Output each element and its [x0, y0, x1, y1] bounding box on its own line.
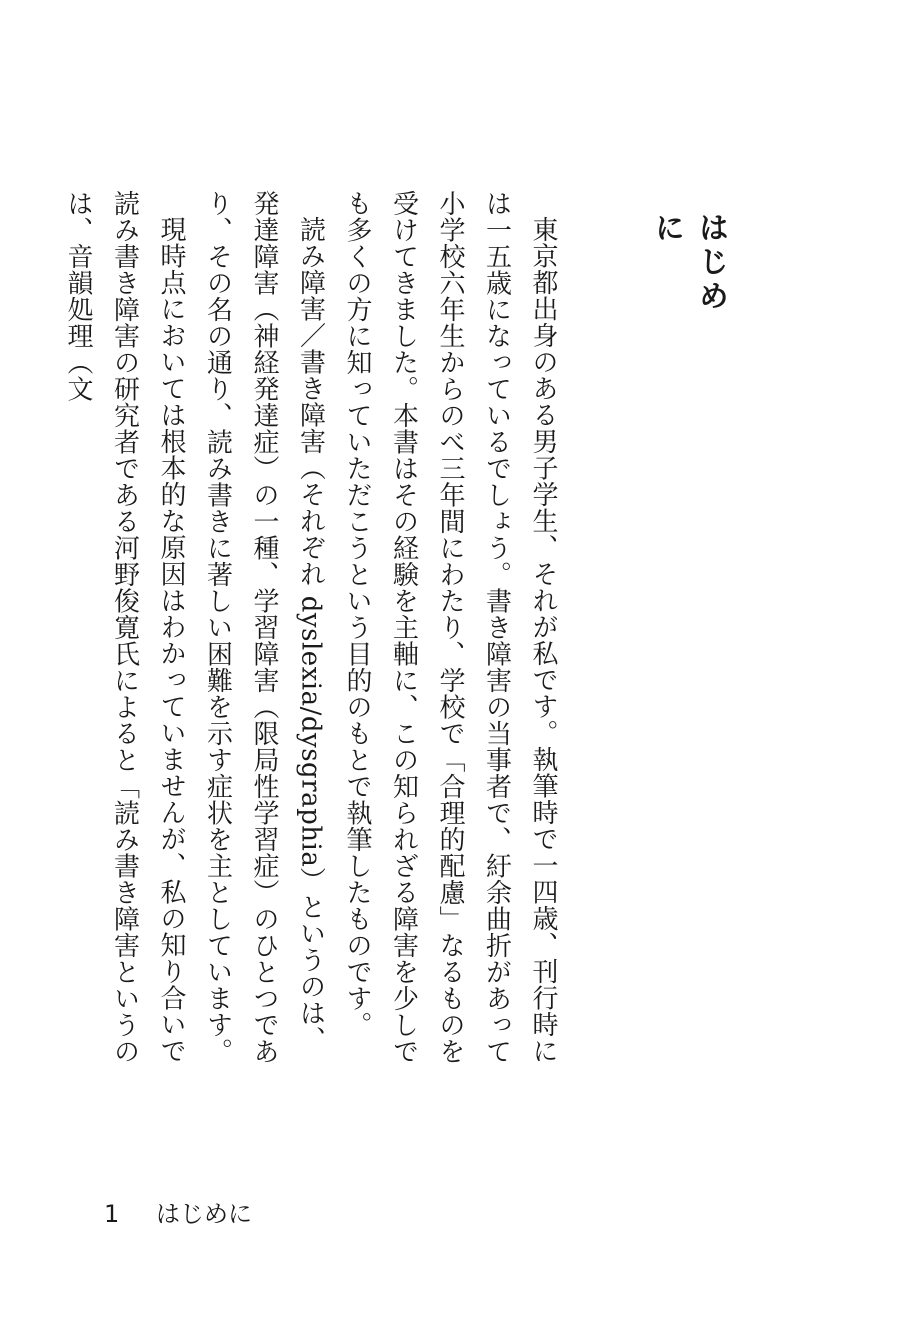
- running-title: はじめに: [156, 1200, 252, 1228]
- page-number: 1: [104, 1200, 120, 1228]
- paragraph: 東京都出身のある男子学生、それが私です。執筆時で一四歳、刊行時には一五歳になっているでしょう。書き障害の当事者で、紆余曲折があって小学校六年生からのべ三年間にわたり、学校で「合理的配慮」なるものを受けてきました。本書はその経験を主軸に、この知られざる障害を少しでも多くの方に知っていただこうという目的のもとで執筆したものです。: [342, 190, 558, 1065]
- paragraph: 現時点においては根本的な原因はわかっていませんが、私の知り合いで読み書き障害の研究者である河野俊寛氏によると「読み書き障害というのは、音韻処理（文: [63, 190, 186, 1065]
- body-text: [63, 190, 566, 1070]
- paragraph: 読み障害／書き障害（それぞれ dyslexia/dysgraphia）というのは、発達障害（神経発達症）の一種、学習障害（限局性学習症）のひとつであり、その名の通り、読み書きに著しい困難を示す症状を主としています。: [202, 190, 326, 1065]
- page-title: はじめに: [649, 212, 728, 314]
- page-footer: [104, 1194, 252, 1229]
